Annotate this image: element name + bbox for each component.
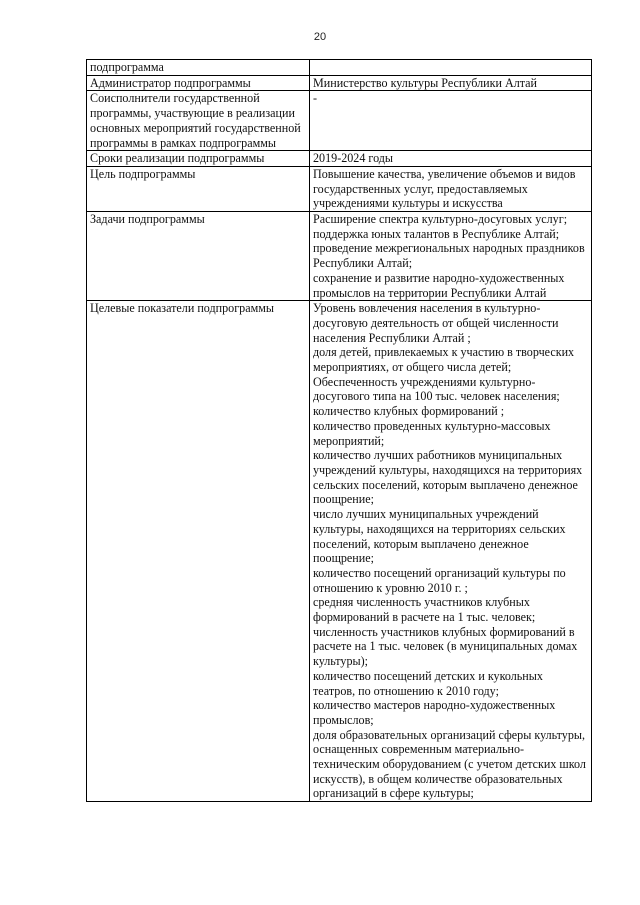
page-number: 20	[313, 31, 327, 43]
row-value	[310, 151, 592, 167]
row-value	[310, 75, 592, 91]
value-item: количество лучших работников муниципальных учреждений культуры, находящихся на территориях сельских поселений, которым выплачено денежное поощрение;	[313, 448, 583, 507]
value-item: количество посещений детских и кукольных театров, по отношению к 2010 году;	[313, 668, 543, 698]
row-label: Задачи подпрограммы	[87, 212, 310, 301]
row-value	[310, 60, 592, 76]
row-label: Целевые показатели подпрограммы	[87, 301, 310, 802]
value-item: число лучших муниципальных учреждений культуры, находящихся на территориях сельских поселений, которым выплачено денежное поощрение;	[313, 507, 566, 566]
row-label: Соисполнители государственной программы, участвующие в реализации основных мероприятий государственной программы в рамках подпрограммы	[87, 91, 310, 151]
value-item: Расширение спектра культурно-досуговых услуг;	[313, 212, 568, 227]
row-label: Цель подпрограммы	[87, 166, 310, 211]
table-row	[87, 151, 592, 167]
value-item: количество проведенных культурно-массовых мероприятий;	[313, 418, 551, 448]
value-item: количество клубных формирований ;	[313, 404, 505, 419]
table-row	[87, 75, 592, 91]
value-item: 2019-2024 годы	[313, 151, 394, 166]
value-item: Обеспеченность учреждениями культурно-досугового типа на 100 тыс. человек населения;	[313, 374, 560, 404]
value-item: количество мастеров народно-художественных промыслов;	[313, 698, 556, 727]
value-item: поддержка юных талантов в Республике Алтай;	[313, 226, 560, 241]
subprogram-passport-table	[86, 59, 592, 802]
value-item: Уровень вовлечения населения в культурно-досуговую деятельность от общей численности населения Республики Алтай ;	[313, 301, 559, 345]
row-value	[310, 166, 592, 211]
table-row	[87, 212, 592, 301]
value-item: доля детей, привлекаемых к участию в творческих мероприятиях, от общего числа детей;	[313, 345, 575, 375]
table-row	[87, 60, 592, 76]
value-item: Повышение качества, увеличение объемов и видов государственных услуг, предоставляемых учреждениями культуры и искусства	[313, 166, 576, 211]
row-label: Сроки реализации подпрограммы	[87, 151, 310, 167]
value-item: -	[313, 91, 318, 106]
value-item: Министерство культуры Республики Алтай	[313, 75, 537, 90]
table-row	[87, 166, 592, 211]
row-value	[310, 212, 592, 301]
value-item: проведение межрегиональных народных праздников Республики Алтай;	[313, 241, 585, 271]
value-item: средняя численность участников клубных формирований в расчете на 1 тыс. человек;	[313, 595, 536, 625]
table-row	[87, 91, 592, 151]
table-body	[87, 60, 592, 802]
row-value	[310, 91, 592, 151]
value-item: численность участников клубных формирований в расчете на 1 тыс. человек (в муниципальных домах культуры);	[313, 624, 578, 669]
row-value	[310, 301, 592, 802]
value-item: сохранение и развитие народно-художественных промыслов на территории Республики Алтай	[313, 270, 565, 300]
value-item: количество посещений организаций культуры по отношению к уровню 2010 г. ;	[313, 565, 566, 595]
row-label: Администратор подпрограммы	[87, 75, 310, 91]
row-label: подпрограмма	[87, 60, 310, 76]
value-item: доля образовательных организаций сферы культуры, оснащенных современным материально-техническим оборудованием (с учетом детских школ искусств), в общем количестве образовательных организаций в сфере культуры;	[313, 727, 586, 801]
table-row	[87, 301, 592, 802]
